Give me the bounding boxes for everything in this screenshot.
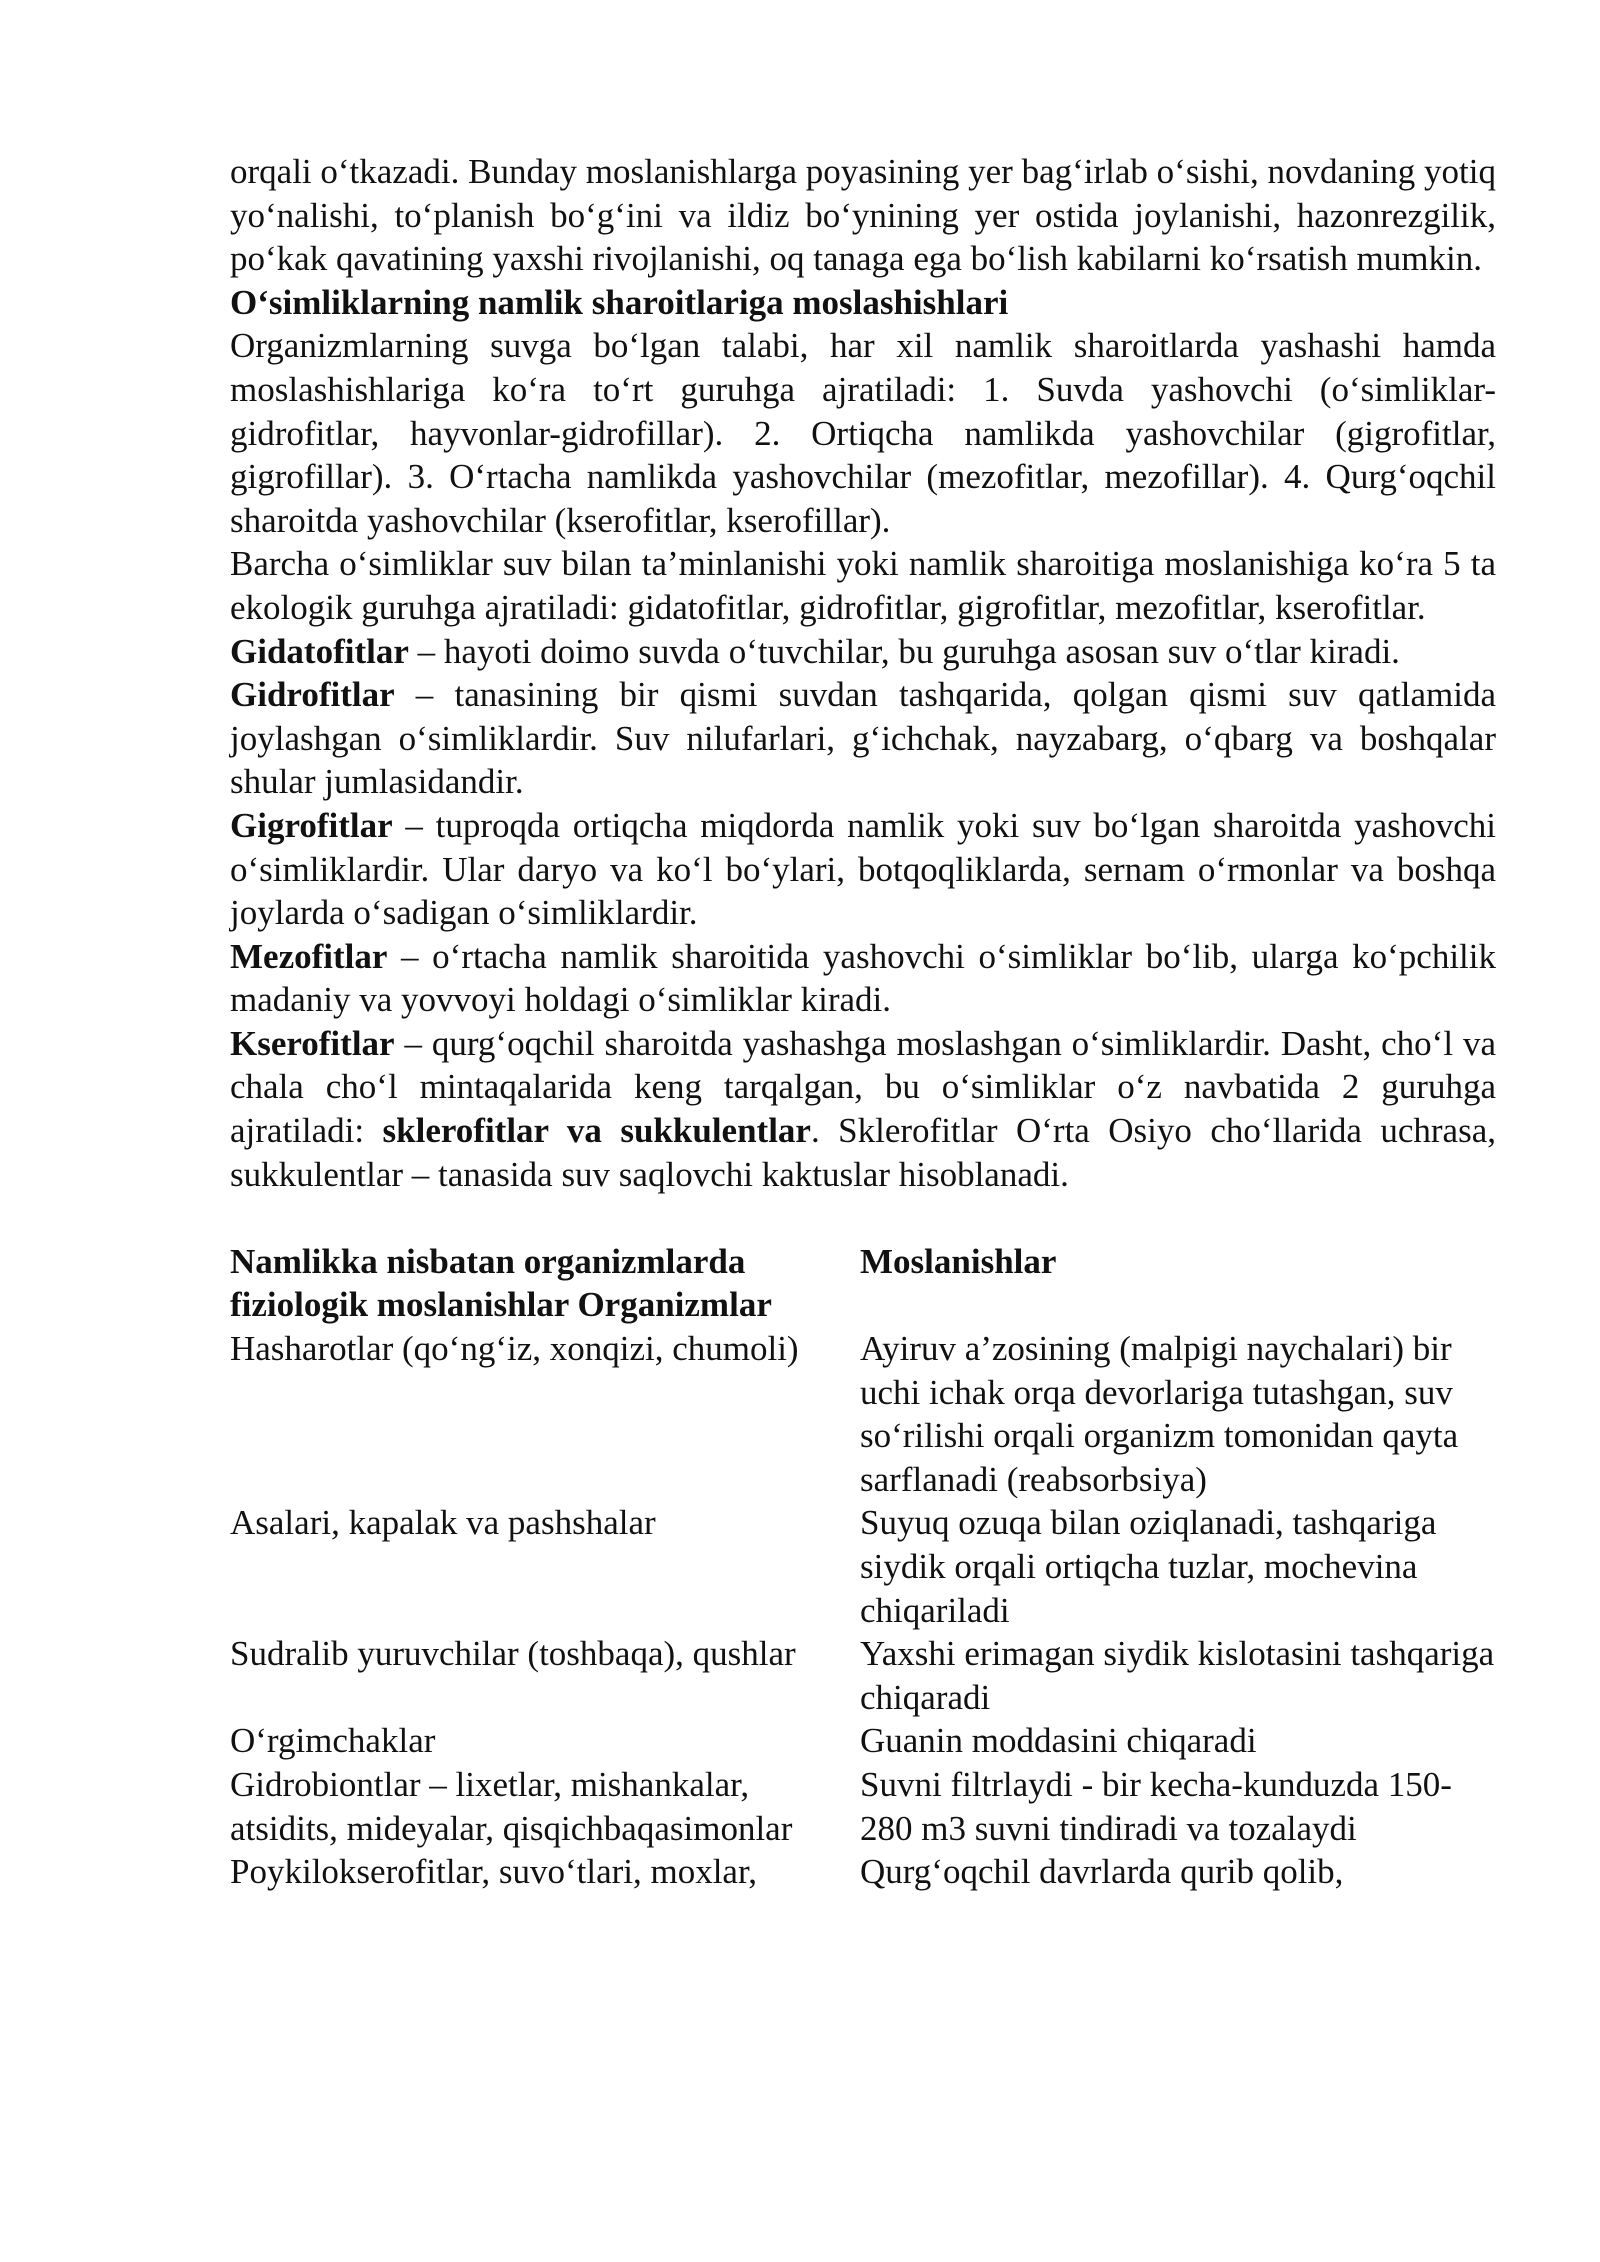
table-cell-adaptation: Suyuq ozuqa bilan oziqlanadi, tashqariga siydik orqali ortiqcha tuzlar, mochevina chiqariladi [860,1503,1437,1630]
definition-gidrofitlar [230,673,1496,804]
section-heading: O‘simliklarning namlik sharoitlariga moslashishlari [230,282,1009,322]
table-cell-organism: Poykilokserofitlar, suvo‘tlari, moxlar, [230,1852,757,1892]
table-cell-organism: O‘rgimchaklar [230,1721,436,1761]
table-cell-adaptation: Ayiruv a’zosining (malpigi naychalari) bir uchi ichak orqa devorlariga tutashgan, suv so‘rilishi orqali organizm tomonidan qayta sarflanadi (reabsorbsiya) [860,1329,1459,1499]
definition-mezofitlar [230,935,1496,1022]
definition-text: – tanasining bir qismi suvdan tashqarida, qolgan qismi suv qatlamida joylashgan o‘simliklardir. Suv nilufarlari, g‘ichchak, nayzabarg, o‘qbarg va boshqalar shular jumlasidandir. [230,675,1496,802]
table-header-row [230,1240,1496,1327]
table-row [230,1327,1496,1501]
adaptations-table [230,1240,1496,1894]
table-cell-adaptation: Qurg‘oqchil davrlarda qurib qolib, [860,1852,1344,1892]
groups-paragraph: Organizmlarning suvga bo‘lgan talabi, har xil namlik sharoitlarda yashashi hamda moslashishlariga ko‘ra to‘rt guruhga ajratiladi: 1. Suvda yashovchi (o‘simliklar-gidrofitlar, hayvonlar-gidrofillar). 2. Ortiqcha namlikda yashovchilar (gigrofitlar, gigrofillar). 3. O‘rtacha namlikda yashovchilar (mezofitlar, mezofillar). 4. Qurg‘oqchil sharoitda yashovchilar (kserofitlar, kserofillar). [230,326,1496,540]
table-cell-organism: Sudralib yuruvchilar (toshbaqa), qushlar [230,1634,796,1674]
definition-gidatofitlar [230,630,1496,674]
definition-bold-phrase: sklerofitlar va sukkulentlar [382,1111,811,1151]
definition-term: Gigrofitlar [230,805,393,845]
definition-text: – qurg‘oqchil sharoitda yashashga moslashgan o‘simliklardir. Dasht, cho‘l va chala cho‘l mintaqalarida keng tarqalgan, bu o‘simliklar o‘z navbatida 2 guruhga ajratiladi: [230,1023,1496,1151]
table-row [230,1632,1496,1719]
definition-gigrofitlar [230,804,1496,935]
table-cell-adaptation: Yaxshi erimagan siydik kislotasini tashqariga chiqaradi [860,1634,1495,1717]
definition-term: Gidrofitlar [230,675,395,715]
definition-text: – hayoti doimo suvda o‘tuvchilar, bu guruhga asosan suv o‘tlar kiradi. [408,631,1400,671]
table-row [230,1501,1496,1632]
definition-term: Mezofitlar [230,936,388,976]
intro-paragraph: orqali o‘tkazadi. Bunday moslanishlarga poyasining yer bag‘irlab o‘sishi, novdaning yotiq yo‘nalishi, to‘planish bo‘g‘ini va ildiz bo‘ynining yer ostida joylanishi, hazonrezgilik, po‘kak qavatining yaxshi rivojlanishi, oq tanaga ega bo‘lish kabilarni ko‘rsatish mumkin. [230,152,1496,279]
definition-text-end: . Sklerofitlar O‘rta Osiyo cho‘llarida uchrasa, sukkulentlar – tanasida suv saqlovchi kaktuslar hisoblanadi. [230,1111,1496,1194]
definition-text: – o‘rtacha namlik sharoitida yashovchi o‘simliklar bo‘lib, ularga ko‘pchilik madaniy va yovvoyi holdagi o‘simliklar kiradi. [230,936,1496,1020]
table-cell-adaptation: Suvni filtrlaydi - bir kecha-kunduzda 150-280 m3 suvni tindiradi va tozalaydi [860,1764,1452,1848]
ecological-groups-paragraph: Barcha o‘simliklar suv bilan ta’minlanishi yoki namlik sharoitiga moslanishiga ko‘ra 5 ta ekologik guruhga ajratiladi: gidatofitlar, gidrofitlar, gigrofitlar, mezofitlar, kserofitlar. [230,544,1496,627]
table-cell-organism: Hasharotlar (qo‘ng‘iz, xonqizi, chumoli) [230,1329,799,1369]
table-cell-organism: Gidrobiontlar – lixetlar, mishankalar, atsidits, mideyalar, qisqichbaqasimonlar [230,1764,793,1848]
definition-term: Kserofitlar [230,1023,395,1063]
table-header-organisms: Namlikka nisbatan organizmlarda fiziologik moslanishlar Organizmlar [230,1241,772,1325]
definition-kserofitlar [230,1022,1496,1196]
definition-term: Gidatofitlar [230,631,409,671]
table-cell-organism: Asalari, kapalak va pashshalar [230,1503,656,1543]
table-header-adaptations: Moslanishlar [860,1241,1057,1281]
table-cell-adaptation: Guanin moddasini chiqaradi [860,1721,1257,1761]
definition-text: – tuproqda ortiqcha miqdorda namlik yoki suv bo‘lgan sharoitda yashovchi o‘simliklardir. Ular daryo va ko‘l bo‘ylari, botqoqliklarda, sernam o‘rmonlar va boshqa joylarda o‘sadigan o‘simliklardir. [230,805,1496,933]
table-row [230,1719,1496,1763]
table-row [230,1763,1496,1850]
table-row [230,1850,1496,1894]
